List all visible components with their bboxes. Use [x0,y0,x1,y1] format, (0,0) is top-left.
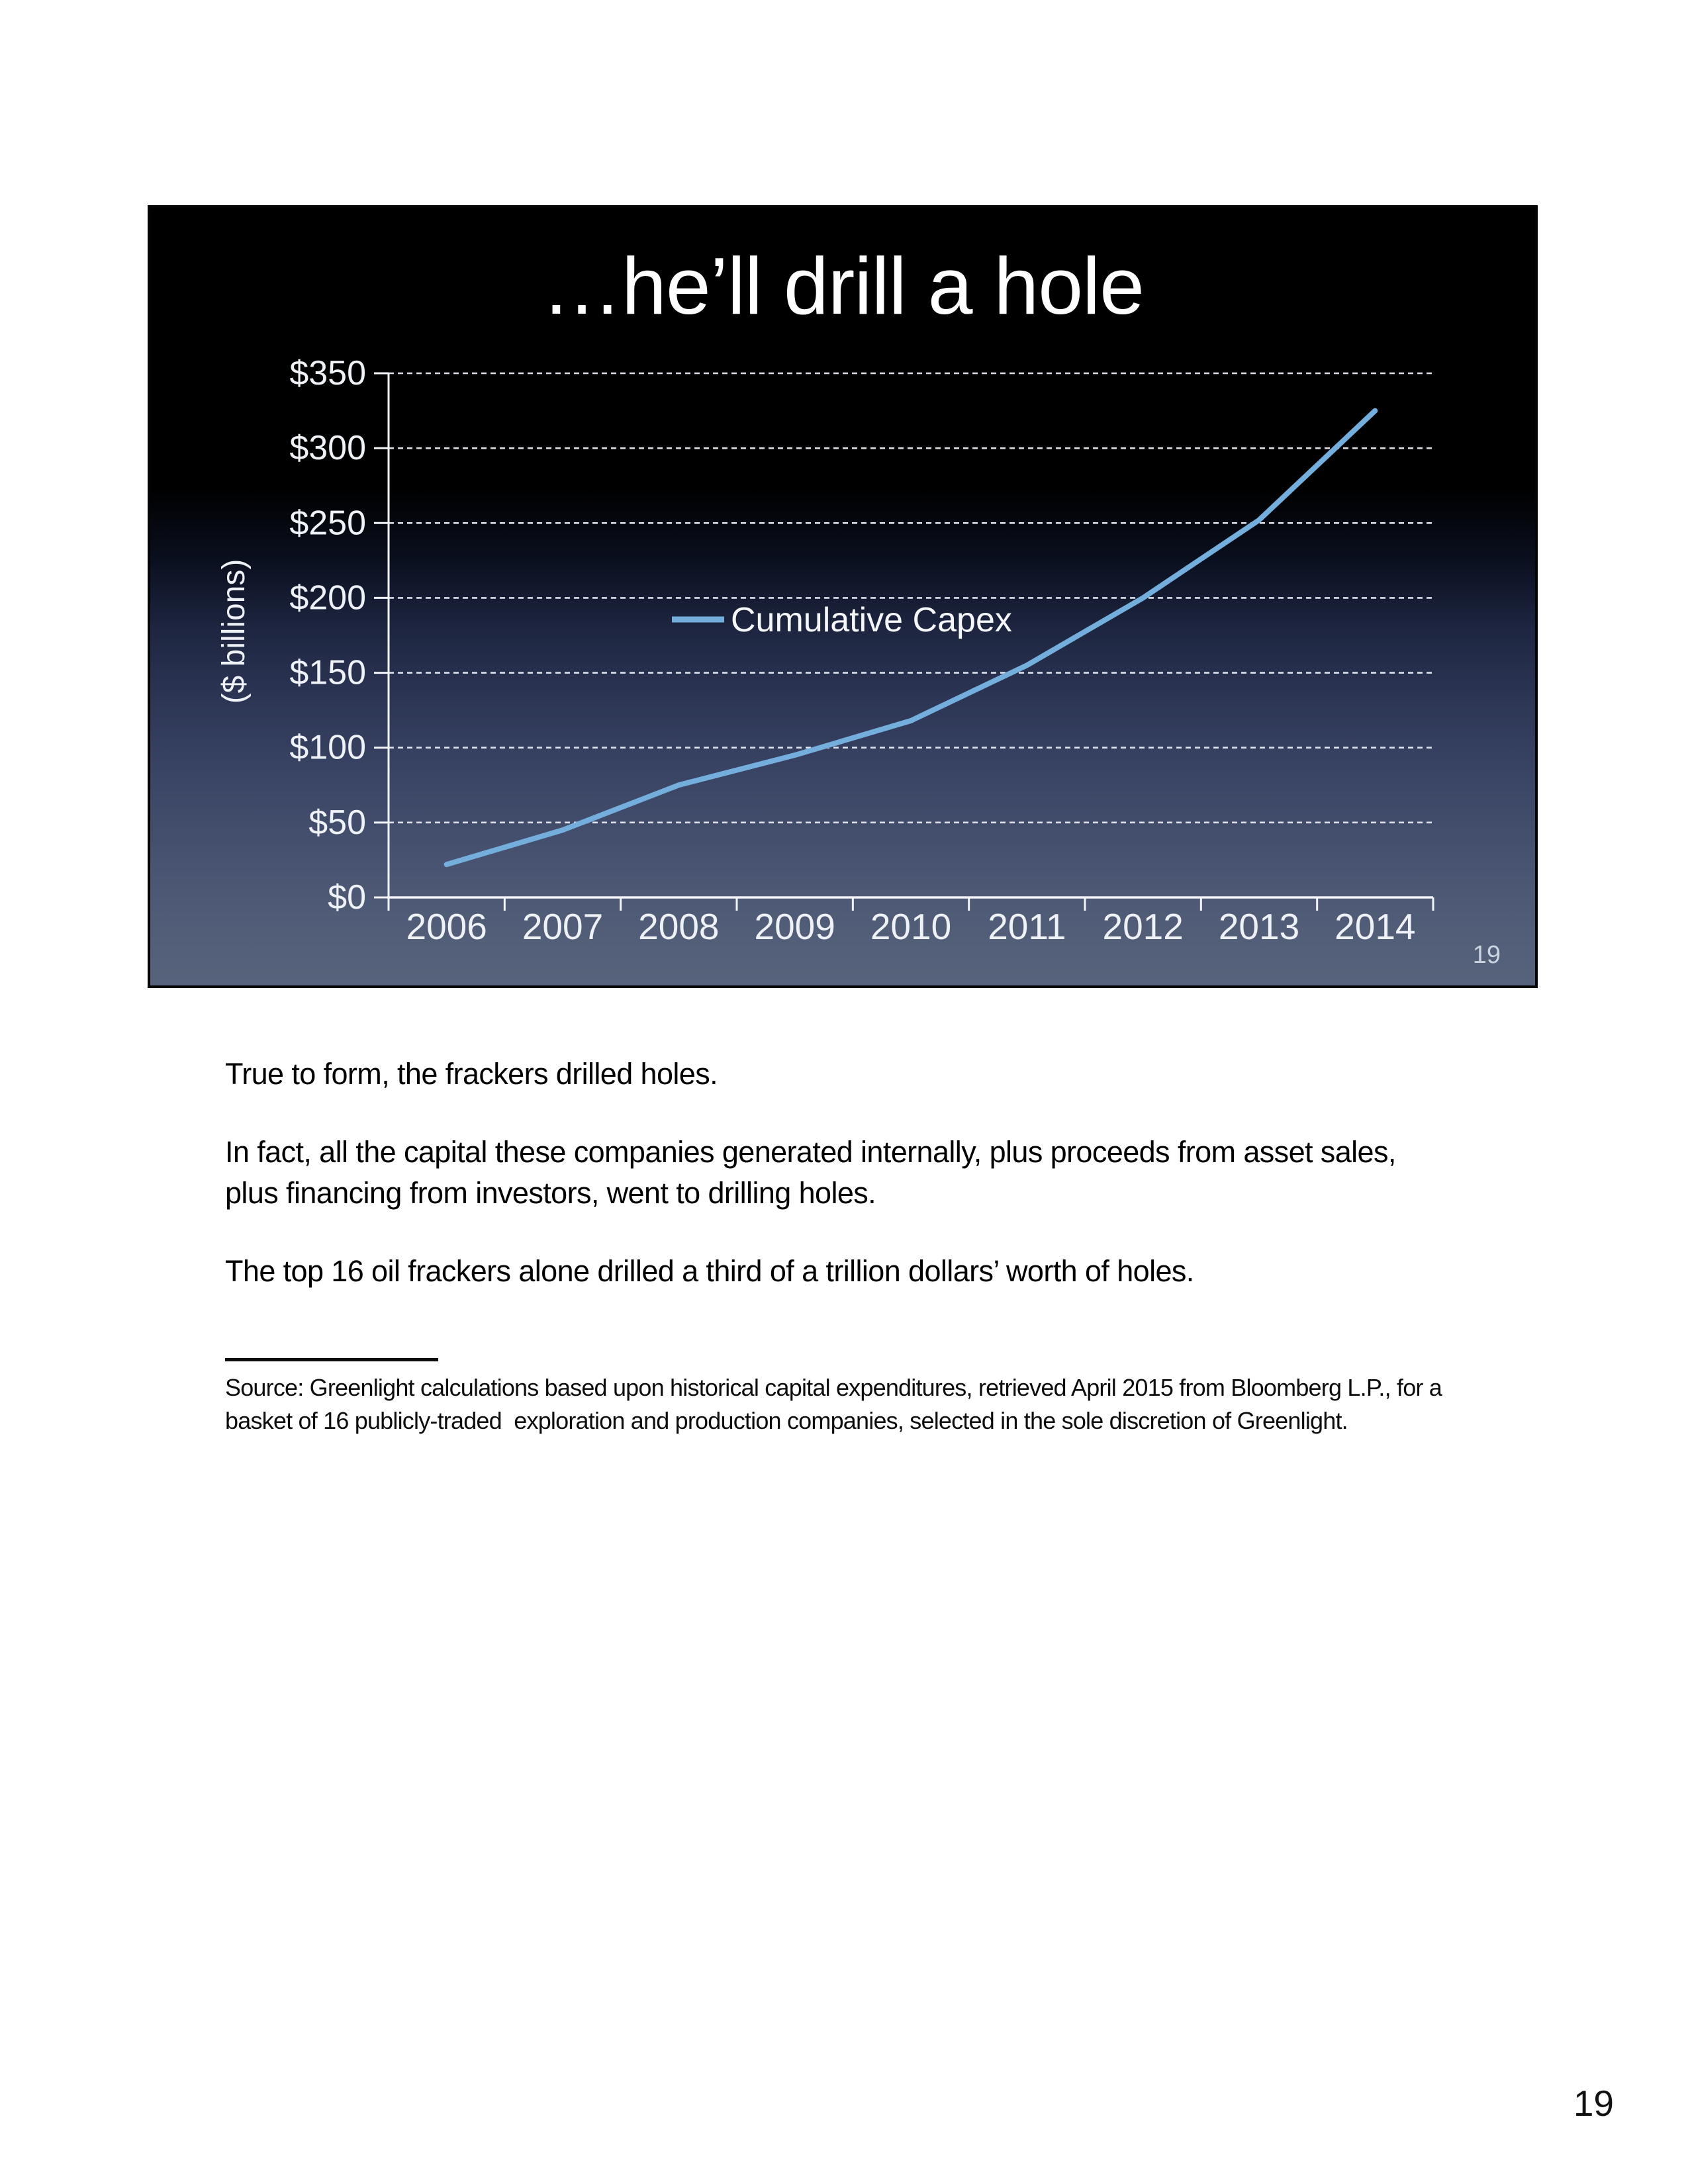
x-tick-label: 2008 [638,906,720,947]
source-line: Source: Greenlight calculations based upon historical capital expenditures, retrieved April 2015 from Bloomberg L.P., for a [225,1374,1442,1401]
source-note [225,1371,1442,1437]
source-line: basket of 16 publicly-traded exploration and production companies, selected in the sole discretion of Greenlight. [225,1407,1348,1434]
page-number: 19 [1573,2083,1614,2124]
x-tick-label: 2009 [754,906,835,947]
paragraph-line: In fact, all the capital these companies generated internally, plus proceeds from asset sales, [225,1135,1396,1169]
paragraph-line: plus financing from investors, went to drilling holes. [225,1176,876,1210]
y-axis-title: ($ billions) [216,559,252,704]
paragraph [225,1132,1396,1214]
x-tick-label: 2011 [988,906,1066,947]
y-tick-label: $350 [289,354,366,392]
x-tick-label: 2010 [870,906,952,947]
legend-label: Cumulative Capex [731,601,1012,639]
footnote-divider [225,1358,438,1361]
x-tick-label: 2012 [1102,906,1184,947]
paragraph [225,1054,718,1095]
paragraph-line: True to form, the frackers drilled holes. [225,1057,718,1091]
paragraph [225,1251,1194,1292]
y-tick-label: $50 [308,803,366,842]
x-tick-label: 2006 [406,906,487,947]
x-tick-label: 2007 [522,906,604,947]
y-tick-label: $300 [289,429,366,468]
x-tick-label: 2013 [1218,906,1300,947]
slide-title: …he’ll drill a hole [541,241,1144,331]
capex-slide [148,205,1538,988]
y-tick-label: $100 [289,728,366,767]
y-tick-label: $250 [289,504,366,543]
y-tick-label: $200 [289,578,366,617]
slide-page-number: 19 [1472,941,1501,969]
y-tick-label: $0 [328,878,366,917]
x-tick-label: 2014 [1335,906,1416,947]
y-tick-label: $150 [289,653,366,692]
paragraph-line: The top 16 oil frackers alone drilled a third of a trillion dollars’ worth of holes. [225,1254,1194,1288]
